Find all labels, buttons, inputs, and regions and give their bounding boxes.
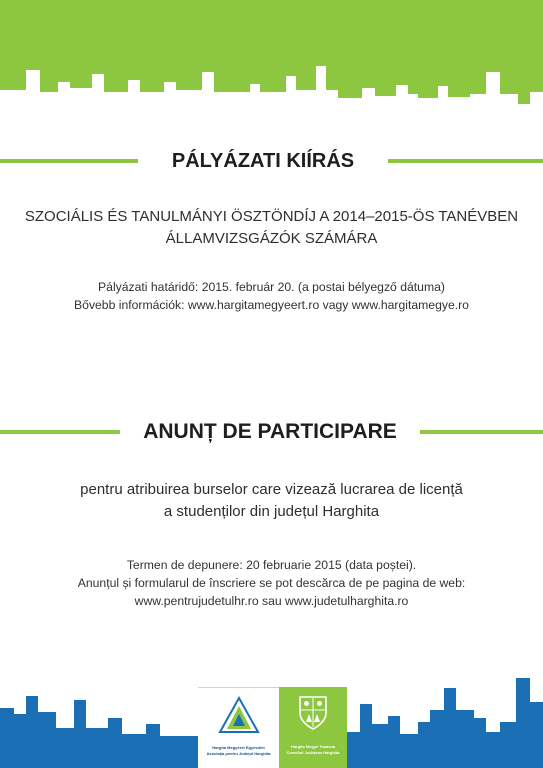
section2-download-info: Anunțul și formularul de înscriere se pot descărca de pe pagina de web: [77, 576, 466, 590]
section2-subtitle-line2: a studenților din județul Harghita [163, 503, 380, 520]
heading-line-right [420, 430, 543, 434]
top-skyline-decoration [0, 0, 543, 106]
right-logo-caption-line1: Hargita Megye Tanácsa [290, 744, 336, 749]
mountain-triangle-icon [218, 696, 260, 736]
heading-line-left [0, 430, 120, 434]
section2-websites: www.pentrujudetulhr.ro sau www.judetulharghita.ro [134, 594, 409, 608]
section2-title: ANUNȚ DE PARTICIPARE [143, 420, 397, 443]
heading-line-left [0, 159, 138, 163]
logo-box [198, 687, 347, 768]
right-logo-caption-line2: Consiliul Județean Harghita [286, 750, 340, 755]
association-logo [198, 687, 279, 768]
county-council-logo [279, 687, 347, 768]
section1-more-info: Bővebb információk: www.hargitamegyeert.ro vagy www.hargitamegye.ro [74, 298, 469, 312]
section1-heading-row [0, 148, 543, 174]
section2-deadline: Termen de depunere: 20 februarie 2015 (data poștei). [126, 558, 417, 572]
left-logo-caption-line1: Hargita Megyéért Egyesület [212, 745, 265, 750]
section1-info [0, 278, 543, 314]
section2-subtitle-line1: pentru atribuirea burselor care vizează lucrarea de licență [80, 481, 463, 498]
section1-deadline: Pályázati határidő: 2015. február 20. (a postai bélyegző dátuma) [98, 280, 445, 294]
section2-heading-row [0, 418, 543, 446]
section1-subtitle [0, 206, 543, 250]
section2-info [0, 556, 543, 610]
heading-line-right [388, 159, 543, 163]
left-logo-caption-line2: Asociația pentru Județul Harghita [206, 751, 271, 756]
section1-title: PÁLYÁZATI KIÍRÁS [171, 149, 355, 172]
section1-subtitle-line1: SZOCIÁLIS ÉS TANULMÁNYI ÖSZTÖNDÍJ A 2014–2015-ÖS TANÉVBEN [24, 208, 519, 225]
section1-subtitle-line2: ÁLLAMVIZSGÁZÓK SZÁMÁRA [165, 230, 378, 247]
coat-of-arms-icon [298, 693, 328, 731]
section2-subtitle [0, 479, 543, 523]
